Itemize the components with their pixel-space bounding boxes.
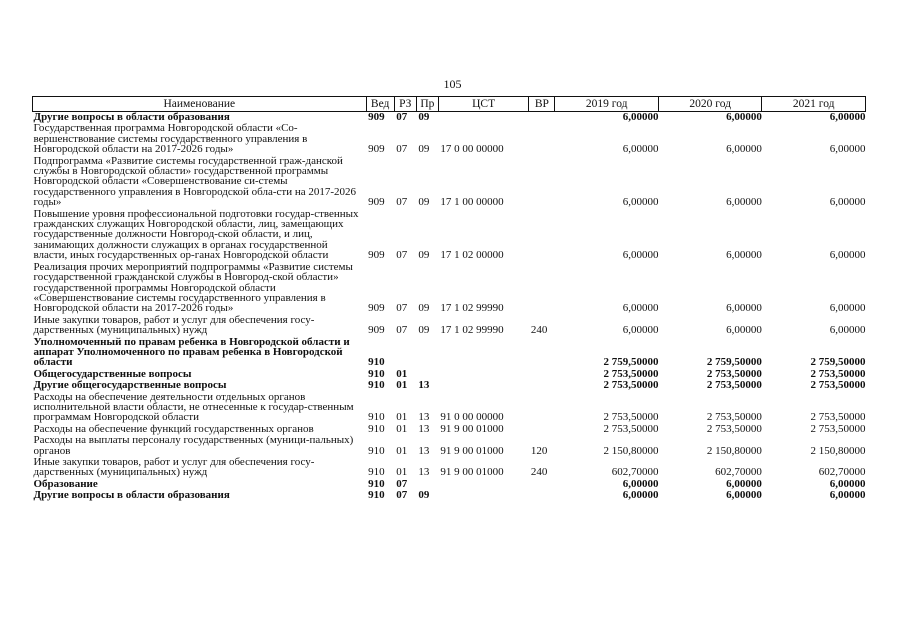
- row-value-2019: 6,00000: [622, 489, 659, 502]
- row-rz: 01: [396, 379, 408, 392]
- row-vr: [529, 392, 555, 424]
- row-value-2019: 2 753,50000: [603, 367, 659, 380]
- row-cst: 17 1 00 00000: [440, 196, 504, 209]
- table-row: [33, 315, 866, 337]
- table-body: [33, 112, 866, 502]
- row-value-2020: 2 753,50000: [706, 411, 762, 424]
- row-value-2021: 6,00000: [829, 489, 866, 502]
- row-rz: 01: [396, 444, 408, 457]
- row-value-2020: 2 759,50000: [706, 356, 762, 369]
- row-ved: 910: [368, 422, 385, 435]
- header-cst: ЦСТ: [438, 97, 528, 112]
- row-value-2020: 6,00000: [726, 477, 762, 490]
- header-pr: Пр: [416, 97, 438, 112]
- row-name: Расходы на выплаты персоналу государственных (муници-пальных) органов: [33, 434, 354, 457]
- row-name: Расходы на обеспечение деятельности отдельных органов исполнительной власти области, не отнесенные к государ-ственным программам Новгородской области: [33, 390, 354, 424]
- row-value-2019: 6,00000: [622, 477, 659, 490]
- row-cst: 91 9 00 01000: [440, 422, 504, 435]
- row-value-2020: 6,00000: [726, 196, 762, 209]
- row-ved: 909: [368, 302, 385, 315]
- row-value-2020: 2 753,50000: [706, 367, 762, 380]
- row-value-2021: 6,00000: [829, 302, 866, 315]
- row-vr: [529, 123, 555, 155]
- row-rz: 01: [396, 466, 408, 479]
- table-row: [33, 262, 866, 315]
- header-vr: ВР: [529, 97, 555, 112]
- row-value-2021: 6,00000: [829, 196, 866, 209]
- table-row: [33, 380, 866, 391]
- row-ved: 909: [368, 249, 385, 262]
- row-pr: 09: [418, 302, 430, 315]
- row-value-2021: 2 759,50000: [810, 356, 866, 369]
- row-value-2019: 2 759,50000: [603, 356, 659, 369]
- row-cst: 91 0 00 00000: [440, 411, 504, 424]
- row-rz: [394, 337, 416, 369]
- row-value-2020: 6,00000: [726, 302, 762, 315]
- row-name: Образование: [33, 477, 98, 490]
- row-ved: 910: [368, 466, 385, 479]
- row-vr: [529, 424, 555, 435]
- row-pr: 09: [418, 324, 430, 337]
- row-cst: [438, 479, 528, 490]
- row-pr: 09: [418, 249, 430, 262]
- budget-table: [32, 96, 866, 502]
- row-cst: 91 9 00 01000: [440, 466, 504, 479]
- row-vr: [529, 337, 555, 369]
- row-value-2019: 6,00000: [622, 143, 659, 156]
- row-ved: 909: [368, 196, 385, 209]
- row-rz: 07: [396, 302, 408, 315]
- row-rz: 01: [396, 411, 408, 424]
- table-row: [33, 435, 866, 457]
- row-vr: [529, 262, 555, 315]
- header-2021: 2021 год: [762, 97, 866, 112]
- row-rz: 07: [396, 196, 408, 209]
- row-vr: [529, 380, 555, 391]
- table-row: [33, 457, 866, 479]
- row-value-2020: 602,70000: [715, 466, 762, 479]
- row-cst: [438, 369, 528, 380]
- row-pr: 09: [418, 143, 430, 156]
- row-ved: 909: [368, 111, 385, 123]
- row-name: Уполномоченный по правам ребенка в Новгородской области и аппарат Уполномоченного по правам ребенка в Новгородской области: [33, 335, 350, 369]
- row-rz: 07: [396, 489, 408, 502]
- row-value-2021: 6,00000: [829, 111, 866, 123]
- row-vr: [529, 209, 555, 262]
- row-ved: 910: [368, 444, 385, 457]
- table-row: [33, 156, 866, 209]
- row-value-2021: 2 753,50000: [810, 367, 866, 380]
- row-value-2021: 6,00000: [829, 143, 866, 156]
- row-rz: 07: [396, 143, 408, 156]
- row-value-2019: 602,70000: [611, 466, 659, 479]
- row-value-2021: 2 753,50000: [810, 422, 866, 435]
- row-rz: 07: [396, 111, 408, 123]
- row-value-2019: 6,00000: [622, 196, 659, 209]
- row-value-2019: 2 753,50000: [603, 422, 659, 435]
- row-name: Государственная программа Новгородской области «Со-вершенствование системы государственного управления в Новгородской области на 2017-2026 годы»: [33, 122, 308, 156]
- row-cst: 17 1 02 00000: [440, 249, 504, 262]
- row-value-2020: 6,00000: [726, 111, 762, 123]
- row-value-2020: 2 150,80000: [706, 444, 762, 457]
- header-name: Наименование: [33, 97, 367, 112]
- row-ved: 910: [368, 367, 385, 380]
- row-rz: 01: [396, 422, 408, 435]
- row-pr: 13: [418, 379, 430, 392]
- row-rz: 07: [396, 249, 408, 262]
- row-value-2021: 602,70000: [818, 466, 866, 479]
- row-name: Общегосударственные вопросы: [33, 367, 192, 380]
- row-pr: 13: [418, 444, 430, 457]
- row-value-2020: 6,00000: [726, 324, 762, 337]
- row-ved: 909: [368, 324, 385, 337]
- row-name: Повышение уровня профессиональной подготовки государ-ственных гражданских служащих Новгородской области, лиц, замещающих государственные должности Новгород-ской области, и лиц, занимающих должности служащих в органах государственной власти, иных государственных ор-ганах Новгородской области: [33, 207, 359, 262]
- row-value-2020: 2 753,50000: [706, 379, 762, 392]
- row-value-2020: 6,00000: [726, 489, 762, 502]
- table-row: [33, 490, 866, 501]
- row-name: Иные закупки товаров, работ и услуг для обеспечения госу-дарственных (муниципальных) нужд: [33, 456, 315, 479]
- row-cst: [438, 337, 528, 369]
- row-cst: [438, 112, 528, 124]
- row-vr: [529, 156, 555, 209]
- row-value-2021: 6,00000: [829, 324, 866, 337]
- row-pr: 13: [418, 422, 430, 435]
- row-ved: 910: [368, 411, 385, 424]
- row-value-2019: 2 753,50000: [603, 411, 659, 424]
- row-value-2021: 2 753,50000: [810, 411, 866, 424]
- table-row: [33, 337, 866, 369]
- row-value-2019: 6,00000: [622, 324, 659, 337]
- table-row: [33, 123, 866, 155]
- row-value-2020: 2 753,50000: [706, 422, 762, 435]
- row-name: Другие общегосударственные вопросы: [33, 379, 227, 392]
- row-ved: 909: [368, 143, 385, 156]
- row-value-2019: 2 753,50000: [603, 379, 659, 392]
- row-value-2021: 6,00000: [829, 249, 866, 262]
- row-cst: [438, 490, 528, 501]
- row-value-2019: 2 150,80000: [603, 444, 659, 457]
- row-vr: [529, 369, 555, 380]
- row-pr: 13: [418, 411, 430, 424]
- row-value-2019: 6,00000: [622, 249, 659, 262]
- page-number: 105: [443, 77, 462, 91]
- row-cst: 17 1 02 99990: [440, 324, 504, 337]
- row-vr: [529, 112, 555, 124]
- row-value-2021: 6,00000: [829, 477, 866, 490]
- row-name: Другие вопросы в области образования: [33, 111, 230, 123]
- header-ved: Вед: [366, 97, 394, 112]
- table-row: [33, 392, 866, 424]
- row-vr: 240: [530, 466, 548, 479]
- row-pr: 09: [418, 111, 430, 123]
- row-ved: 910: [368, 379, 385, 392]
- row-cst: 17 0 00 00000: [440, 143, 504, 156]
- row-value-2021: 2 150,80000: [810, 444, 866, 457]
- row-cst: 17 1 02 99990: [440, 302, 504, 315]
- row-value-2020: 6,00000: [726, 249, 762, 262]
- row-value-2020: 6,00000: [726, 143, 762, 156]
- row-ved: 910: [368, 356, 385, 369]
- row-rz: 07: [396, 324, 408, 337]
- row-vr: 240: [530, 324, 548, 337]
- row-value-2021: 2 753,50000: [810, 379, 866, 392]
- row-vr: [529, 479, 555, 490]
- row-rz: 07: [396, 477, 408, 490]
- header-2020: 2020 год: [658, 97, 761, 112]
- row-vr: [529, 490, 555, 501]
- row-name: Подпрограмма «Развитие системы государственной граж-данской службы в Новгородской области» государственной программы Новгородской области «Совершенствование си-стемы государственного управления в Новгородской обла-сти на 2017-2026 годы»: [33, 154, 357, 209]
- row-vr: 120: [530, 444, 548, 457]
- table-row: [33, 209, 866, 262]
- row-ved: 910: [368, 477, 385, 490]
- row-cst: [438, 380, 528, 391]
- row-pr: 09: [418, 196, 430, 209]
- table-header-row: [33, 97, 866, 112]
- row-pr: 13: [418, 466, 430, 479]
- row-name: Другие вопросы в области образования: [33, 489, 230, 502]
- row-value-2019: 6,00000: [622, 111, 659, 123]
- header-rz: РЗ: [394, 97, 416, 112]
- row-name: Расходы на обеспечение функций государственных органов: [33, 422, 314, 435]
- row-pr: [416, 337, 438, 369]
- row-name: Иные закупки товаров, работ и услуг для обеспечения госу-дарственных (муниципальных) нужд: [33, 313, 315, 337]
- row-name: Реализация прочих мероприятий подпрограммы «Развитие системы государственной гражданской службы в Новгород-ской области» государственной программы Новгородской области «Совершенствование системы государственного управления в Новгородской области на 2017-2026 годы»: [33, 260, 353, 315]
- row-pr: 09: [418, 489, 430, 502]
- row-cst: 91 9 00 01000: [440, 444, 504, 457]
- row-value-2019: 6,00000: [622, 302, 659, 315]
- header-2019: 2019 год: [555, 97, 658, 112]
- row-rz: 01: [396, 367, 408, 380]
- row-ved: 910: [368, 489, 385, 502]
